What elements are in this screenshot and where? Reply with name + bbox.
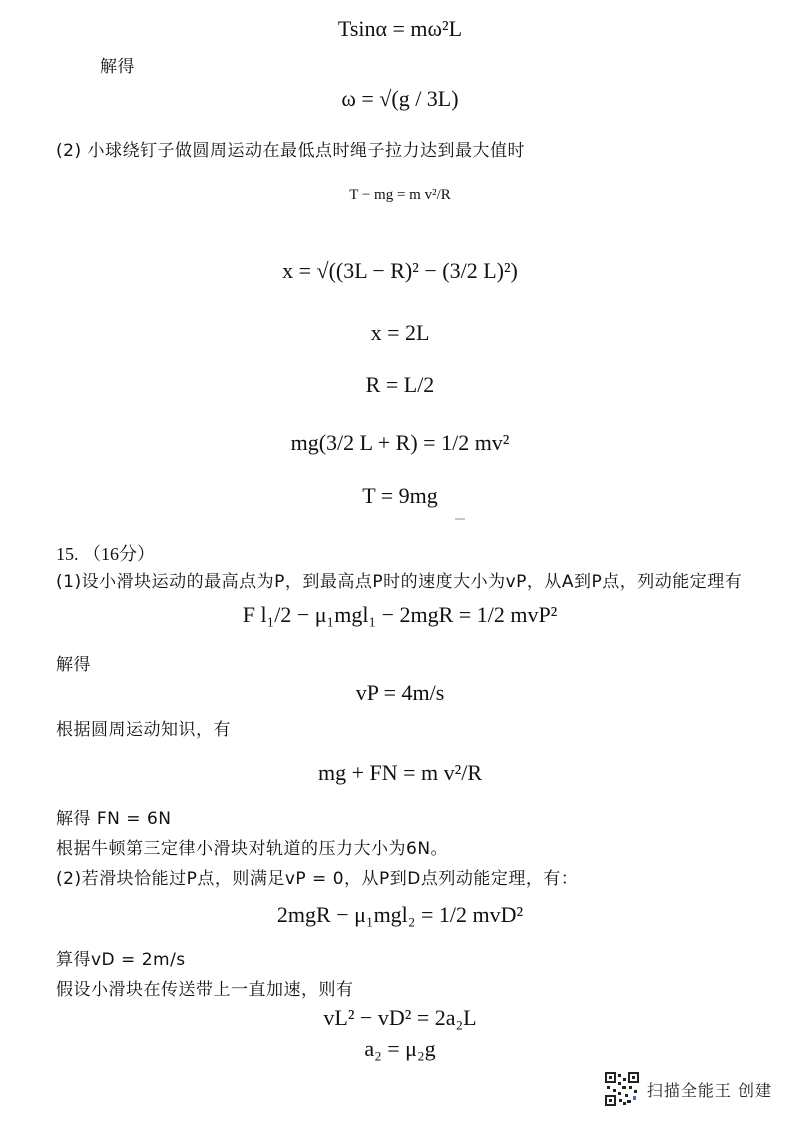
- newton-third-law-statement: 根据牛顿第三定律小滑块对轨道的压力大小为6N。: [56, 839, 449, 859]
- equation-work-energy-a-to-p: F l₁/2 − μ₁mgl₁ − 2mgR = 1/2 mvP²: [242, 602, 558, 627]
- solve-label: 解得: [100, 57, 135, 77]
- part-1-statement: (1)设小滑块运动的最高点为P，到最高点P时的速度大小为vP，从A到P点，列动能定理有: [56, 572, 743, 592]
- scanner-label: 扫描全能王 创建: [646, 1080, 772, 1100]
- equation-radius: R = L/2: [365, 372, 435, 397]
- equation-energy: mg(3/2 L + R) = 1/2 mv²: [290, 430, 510, 455]
- part-2b-statement: (2)若滑块恰能过P点，则满足vP = 0，从P到D点列动能定理，有：: [56, 869, 579, 889]
- scan-speck: [455, 518, 465, 520]
- equation-normal-force: mg + FN = m v²/R: [317, 760, 483, 785]
- equation-kinematics: vL² − vD² = 2a₂L: [323, 1005, 477, 1030]
- vd-result: 算得vD = 2m/s: [56, 950, 186, 970]
- equation-tension-result: T = 9mg: [362, 483, 438, 508]
- solve-label-2: 解得: [56, 655, 91, 675]
- equation-omega: ω = √(g / 3L): [341, 86, 459, 111]
- equation-tension-balance: Tsinα = mω²L: [337, 16, 463, 41]
- equation-tension-lowest-point: T − mg = m v²/R: [349, 187, 451, 203]
- equation-work-energy-p-to-d: 2mgR − μ₁mgl₂ = 1/2 mvD²: [276, 902, 524, 927]
- part-2-statement: (2) 小球绕钉子做圆周运动在最低点时绳子拉力达到最大值时: [56, 141, 525, 161]
- equation-x-root: x = √((3L − R)² − (3/2 L)²): [282, 258, 518, 283]
- scanner-watermark: [605, 1072, 772, 1106]
- circular-motion-label: 根据圆周运动知识，有: [56, 720, 231, 740]
- equation-acceleration: a₂ = μ₂g: [364, 1036, 436, 1061]
- qr-code-icon: [605, 1072, 639, 1106]
- question-15-heading: 15. （16分）: [56, 544, 155, 564]
- normal-force-result: 解得 FN = 6N: [56, 809, 172, 829]
- equation-vp-value: vP = 4m/s: [355, 680, 445, 705]
- conveyor-assumption: 假设小滑块在传送带上一直加速，则有: [56, 980, 354, 1000]
- equation-x-value: x = 2L: [370, 320, 430, 345]
